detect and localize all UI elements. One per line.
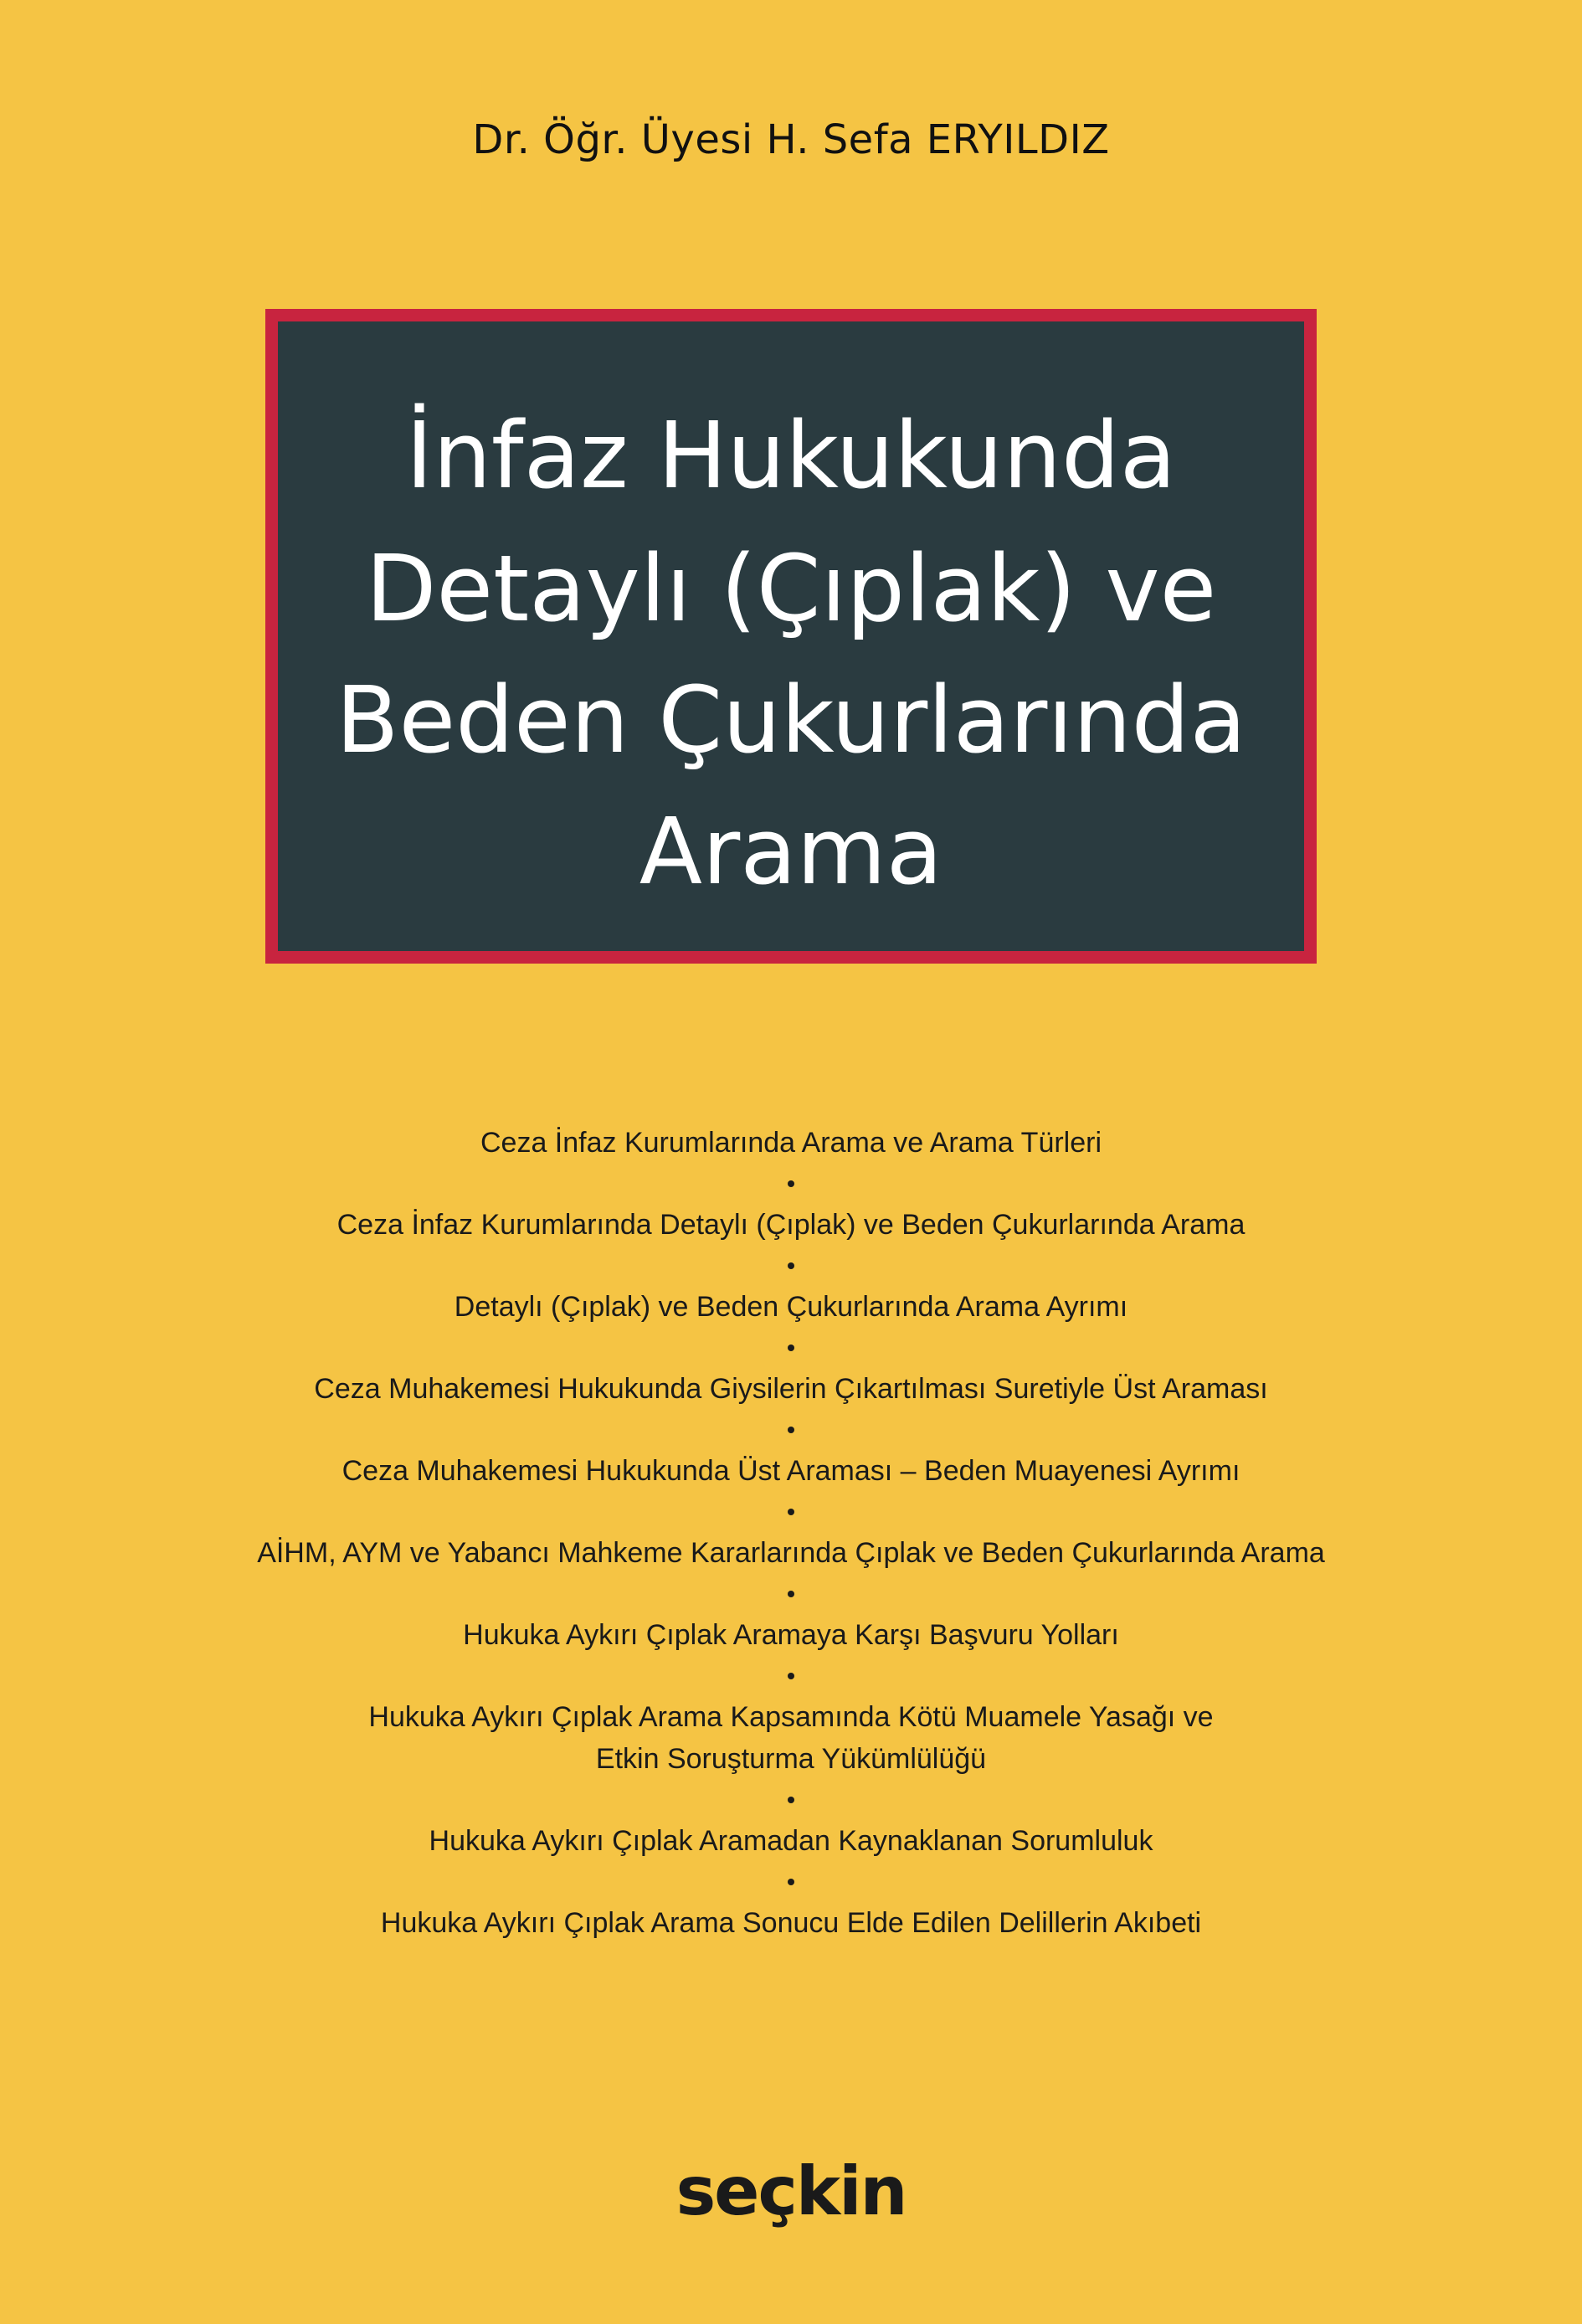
bullet-separator [788, 1262, 794, 1269]
topic-item: Ceza İnfaz Kurumlarında Detaylı (Çıplak) ve Beden Çukurlarında Arama [336, 1209, 1246, 1241]
title-box [265, 309, 1317, 964]
topic-item: AİHM, AYM ve Yabancı Mahkeme Kararlarında Çıplak ve Beden Çukurlarında Arama [257, 1537, 1325, 1569]
topic-item: Ceza İnfaz Kurumlarında Arama ve Arama Türleri [480, 1127, 1102, 1159]
topic-item: Etkin Soruşturma Yükümlülüğü [595, 1743, 987, 1775]
bullet-separator [788, 1345, 794, 1351]
bullet-separator [788, 1879, 794, 1885]
topic-item: Hukuka Aykırı Çıplak Aramadan Kaynaklanan Sorumluluk [429, 1825, 1153, 1857]
bullet-separator [788, 1180, 794, 1187]
topic-item: Hukuka Aykırı Çıplak Arama Sonucu Elde Edilen Delillerin Akıbeti [380, 1907, 1202, 1939]
bullet-separator [788, 1509, 794, 1515]
topic-item: Hukuka Aykırı Çıplak Aramaya Karşı Başvuru Yolları [463, 1619, 1119, 1651]
bullet-separator [788, 1591, 794, 1597]
title-line-3: Beden Çukurlarında [336, 666, 1246, 774]
topic-list [0, 1122, 1582, 1944]
bullet-separator [788, 1427, 794, 1433]
title-line-1: İnfaz Hukukunda [405, 402, 1177, 509]
topic-item: Hukuka Aykırı Çıplak Arama Kapsamında Kötü Muamele Yasağı ve [368, 1701, 1214, 1733]
author-name: Dr. Öğr. Üyesi H. Sefa ERYILDIZ [472, 116, 1110, 163]
title-line-2: Detaylı (Çıplak) ve [365, 535, 1217, 642]
title-line-4: Arama [639, 798, 943, 905]
publisher-logo: seçkin [675, 2152, 907, 2230]
topic-item: Detaylı (Çıplak) ve Beden Çukurlarında Arama Ayrımı [454, 1291, 1128, 1323]
bullet-separator [788, 1673, 794, 1679]
topic-item: Ceza Muhakemesi Hukukunda Üst Araması – Beden Muayenesi Ayrımı [342, 1455, 1240, 1487]
bullet-separator [788, 1797, 794, 1803]
topic-item: Ceza Muhakemesi Hukukunda Giysilerin Çıkartılması Suretiyle Üst Araması [314, 1373, 1268, 1405]
